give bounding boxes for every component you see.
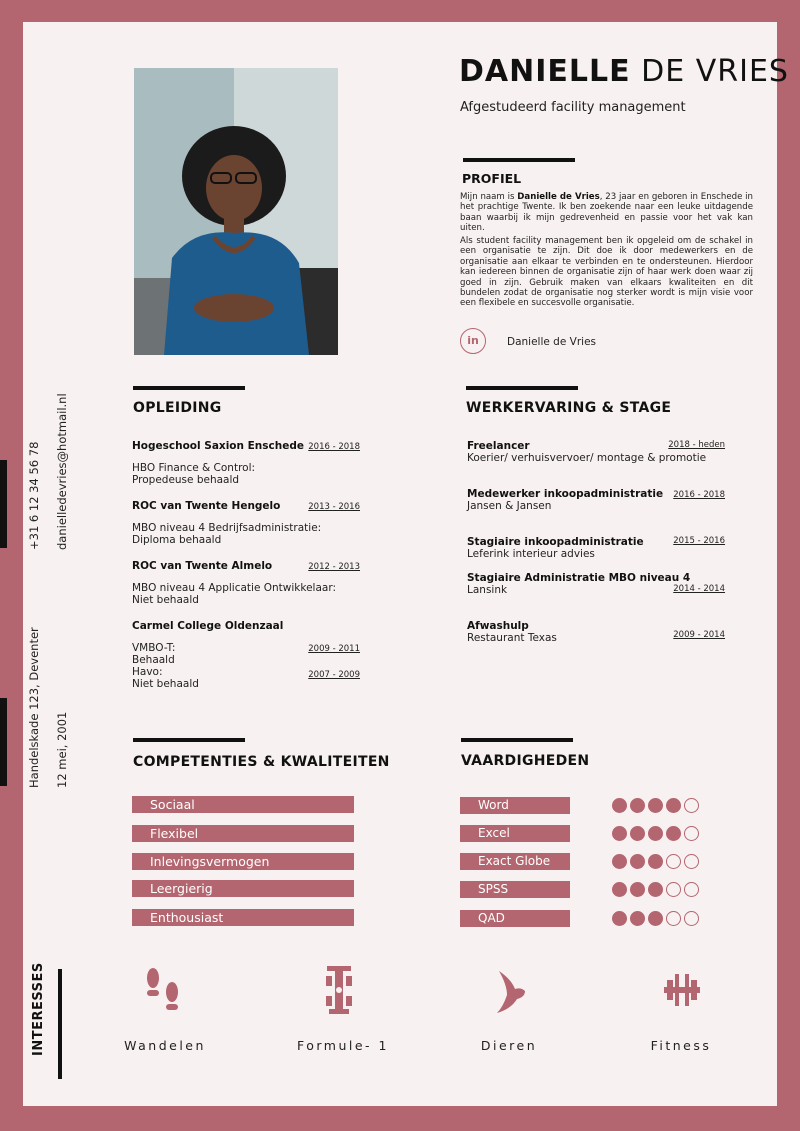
opleiding-bar: [133, 386, 245, 390]
competentie-tag: Inlevingsvermogen: [132, 853, 354, 870]
rating-dot-empty: [666, 882, 681, 897]
last-name: DE VRIES: [641, 54, 789, 89]
interest-label: Dieren: [480, 1038, 538, 1053]
opleiding-item: ROC van Twente Hengelo 2013 - 2016 MBO niveau 4 Bedrijfsadministratie: Diploma behaald: [132, 500, 360, 546]
competentie-tag: Flexibel: [132, 825, 354, 842]
rating-dot-filled: [612, 882, 627, 897]
werk-item: Freelancer 2018 - heden Koerier/ verhuisvervoer/ montage & promotie: [467, 440, 725, 464]
vaardigheden-bar: [461, 738, 573, 742]
contact-birthdate: 12 mei, 2001: [55, 711, 69, 788]
rating-dot-empty: [666, 911, 681, 926]
first-name: DANIELLE: [459, 54, 631, 89]
interest-label: Fitness: [650, 1038, 712, 1053]
rating-dot-filled: [648, 798, 663, 813]
profiel-paragraph-2: Als student facility management ben ik opgeleid om de schakel in een organisatie te zijn. Dit doe ik door medewerkers en de organisatie aan elkaar te verbinden en te ondersteunen. Hierdoor kan iedereen binnen de organisatie zijn of haar werk doen waar zij goed in zijn. Gebruik maken van elkaars kwaliteiten en dit bundelen zodat de organisatie nog sterker wordt is mijn visie voor een flexibele en succesvolle organisatie.: [460, 236, 753, 309]
werk-item: Stagiaire inkoopadministratie 2015 - 2016 Leferink interieur advies: [467, 536, 725, 560]
cv-page: [23, 22, 789, 1106]
rating-dot-filled: [666, 798, 681, 813]
interest-label: Formule- 1: [296, 1038, 389, 1053]
werkervaring-bar: [466, 386, 578, 390]
rating-dot-filled: [630, 826, 645, 841]
rating-dot-filled: [612, 911, 627, 926]
competentie-tag: Leergierig: [132, 880, 354, 897]
rating-dot-empty: [684, 882, 699, 897]
skill-tag: QAD: [460, 910, 570, 927]
rating-dot-filled: [648, 882, 663, 897]
competenties-bar: [133, 738, 245, 742]
bird-icon: [493, 967, 529, 1021]
skill-rating: [612, 882, 699, 897]
profiel-bar: [463, 158, 575, 162]
werk-item: Stagiaire Administratie MBO niveau 4 2014 - 2014 Lansink: [467, 572, 725, 596]
rating-dot-empty: [684, 911, 699, 926]
skill-tag: SPSS: [460, 881, 570, 898]
rating-dot-filled: [612, 854, 627, 869]
werk-item: Afwashulp 2009 - 2014 Restaurant Texas: [467, 620, 725, 644]
interesses-heading: INTERESSES: [31, 962, 46, 1056]
linkedin-icon[interactable]: in: [460, 328, 486, 354]
profile-photo: [134, 68, 338, 355]
skill-rating: [612, 911, 699, 926]
dumbbell-icon: [663, 972, 701, 1014]
rating-dot-filled: [630, 854, 645, 869]
skill-tag: Word: [460, 797, 570, 814]
opleiding-item: ROC van Twente Almelo 2012 - 2013 MBO niveau 4 Applicatie Ontwikkelaar: Niet behaald: [132, 560, 360, 606]
competentie-tag: Sociaal: [132, 796, 354, 813]
opleiding-heading: OPLEIDING: [133, 400, 222, 416]
skill-rating: [612, 798, 699, 813]
werk-item: Medewerker inkoopadministratie 2016 - 2018 Jansen & Jansen: [467, 488, 725, 512]
contact-phone: +31 6 12 34 56 78: [27, 441, 41, 550]
rating-dot-filled: [648, 854, 663, 869]
formula-car-icon: [324, 964, 354, 1020]
rating-dot-empty: [684, 854, 699, 869]
subtitle: Afgestudeerd facility management: [460, 100, 686, 115]
rating-dot-filled: [612, 798, 627, 813]
vaardigheden-heading: VAARDIGHEDEN: [461, 753, 590, 769]
skill-rating: [612, 854, 699, 869]
rating-dot-filled: [612, 826, 627, 841]
rating-dot-empty: [666, 854, 681, 869]
sidebar-mark-top: [0, 460, 7, 548]
rating-dot-filled: [648, 911, 663, 926]
rating-dot-filled: [666, 826, 681, 841]
werkervaring-heading: WERKERVARING & STAGE: [466, 400, 672, 416]
sidebar-mark-bottom: [0, 698, 7, 786]
competenties-heading: COMPETENTIES & KWALITEITEN: [133, 754, 390, 770]
rating-dot-filled: [630, 882, 645, 897]
rating-dot-empty: [684, 826, 699, 841]
opleiding-item: Carmel College Oldenzaal VMBO-T: 2009 - 2011 Behaald Havo: 2007 - 2009 Niet behaald: [132, 620, 360, 690]
linkedin-name[interactable]: Danielle de Vries: [507, 336, 596, 348]
skill-tag: Exact Globe: [460, 853, 570, 870]
rating-dot-empty: [684, 798, 699, 813]
contact-email[interactable]: danielledevries@hotmail.nl: [55, 393, 69, 550]
skill-rating: [612, 826, 699, 841]
rating-dot-filled: [630, 911, 645, 926]
competentie-tag: Enthousiast: [132, 909, 354, 926]
profiel-heading: PROFIEL: [462, 171, 522, 186]
interest-label: Wandelen: [124, 1038, 206, 1053]
profiel-paragraph-1: Mijn naam is Danielle de Vries, 23 jaar en geboren in Enschede in het prachtige Twente. Ik ben zoekende naar een leuke uitdagende baan waarbij ik mijn gedrevenheid en passie voor het vak kan uiten.: [460, 192, 753, 234]
full-name: [459, 54, 789, 89]
rating-dot-filled: [648, 826, 663, 841]
skill-tag: Excel: [460, 825, 570, 842]
interesses-bar: [58, 969, 62, 1079]
contact-address: Handelskade 123, Deventer: [27, 627, 41, 788]
opleiding-item: Hogeschool Saxion Enschede 2016 - 2018 HBO Finance & Control: Propedeuse behaald: [132, 440, 360, 486]
rating-dot-filled: [630, 798, 645, 813]
footprints-icon: [143, 966, 183, 1020]
